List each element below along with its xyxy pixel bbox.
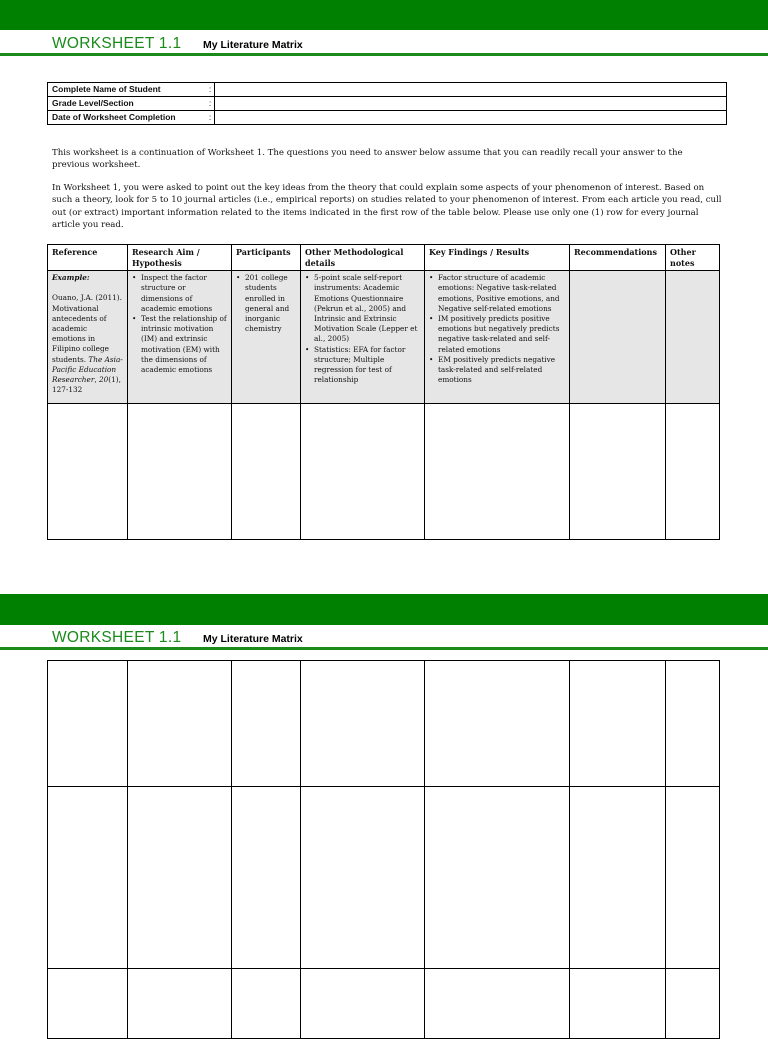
journal-issue-pages: (1), 127-132 <box>52 375 121 395</box>
entry-cell[interactable] <box>425 787 570 969</box>
aim-item: • Inspect the factor structure or dimensions of academic emotions <box>132 273 227 314</box>
journal-volume: 20 <box>98 375 109 385</box>
worksheet-title: WORKSHEET 1.1 <box>52 35 182 52</box>
entry-cell[interactable] <box>128 661 232 787</box>
worksheet-title: WORKSHEET 1.1 <box>52 629 182 646</box>
info-label: Date of Worksheet Completion <box>48 111 207 125</box>
worksheet-subtitle: My Literature Matrix <box>203 39 303 51</box>
aim-item: • Test the relationship of intrinsic motivation (IM) and extrinsic motivation (EM) with the dimensions of academic emotions <box>132 314 227 375</box>
info-colon: : <box>206 97 215 111</box>
header-band <box>0 0 768 30</box>
method-item: • Statistics: EFA for factor structure; Multiple regression for test of relationship <box>305 345 420 386</box>
entry-cell[interactable] <box>128 787 232 969</box>
entry-cell[interactable] <box>570 661 666 787</box>
example-recommendations-cell <box>570 271 666 404</box>
info-label: Grade Level/Section <box>48 97 207 111</box>
literature-matrix-table <box>47 244 720 540</box>
worksheet-subtitle: My Literature Matrix <box>203 633 303 645</box>
column-header: Key Findings / Results <box>425 245 570 271</box>
entry-cell[interactable] <box>570 787 666 969</box>
student-info-table <box>47 82 727 125</box>
entry-cell[interactable] <box>48 661 128 787</box>
literature-matrix-table-continued <box>47 660 720 1039</box>
column-header: Other notes <box>666 245 720 271</box>
entry-cell[interactable] <box>232 787 301 969</box>
reference-text: Ouano, J.A. (2011). Motivational antecedents of academic emotions in Filipino college students. <box>52 293 122 364</box>
entry-cell[interactable] <box>301 787 425 969</box>
column-header: Recommendations <box>570 245 666 271</box>
entry-cell[interactable] <box>232 661 301 787</box>
example-reference-cell: Example: Ouano, J.A. (2011). Motivational antecedents of academic emotions in Filipino college students. The Asia-Pacific Education Researcher, 20(1), 127-132 <box>48 271 128 404</box>
entry-cell[interactable] <box>128 969 232 1039</box>
entry-row <box>48 661 720 787</box>
header-band <box>0 594 768 625</box>
entry-cell[interactable] <box>570 404 666 540</box>
info-colon: : <box>206 111 215 125</box>
entry-cell[interactable] <box>666 787 720 969</box>
entry-cell[interactable] <box>48 404 128 540</box>
header-rule <box>0 647 768 650</box>
column-header: Reference <box>48 245 128 271</box>
instructions-paragraph-1: This worksheet is a continuation of Worksheet 1. The questions you need to answer below assume that you can readily recall your answer to the previous worksheet. <box>52 148 683 171</box>
journal-name: The Asia-Pacific Education Researcher <box>52 354 123 385</box>
column-header: Participants <box>232 245 301 271</box>
entry-cell[interactable] <box>425 404 570 540</box>
entry-cell[interactable] <box>128 404 232 540</box>
info-row-name <box>48 83 727 97</box>
example-notes-cell <box>666 271 720 404</box>
finding-item: • EM positively predicts negative task-related and self-related emotions <box>429 355 565 386</box>
entry-cell[interactable] <box>666 969 720 1039</box>
instructions-paragraph-2: In Worksheet 1, you were asked to point out the key ideas from the theory that could explain some aspects of your phenomenon of interest. Based on such a theory, look for 5 to 10 journal articles (i.e., empirical reports) on studies related to your phenomenon of interest. From each article you read, cull out (or extract) important information related to the items indicated in the first row of the table below. Please use only one (1) row for every journal article you read. <box>52 183 722 231</box>
entry-cell[interactable] <box>301 404 425 540</box>
grade-section-field[interactable] <box>215 97 727 111</box>
entry-cell[interactable] <box>425 661 570 787</box>
method-item: • 5-point scale self-report instruments: Academic Emotions Questionnaire (Pekrun et al., 2005) and Intrinsic and Extrinsic Motivation Scale (Lepper et al., 2005) <box>305 273 420 344</box>
entry-cell[interactable] <box>301 969 425 1039</box>
completion-date-field[interactable] <box>215 111 727 125</box>
example-aim-cell <box>128 271 232 404</box>
column-header: Research Aim / Hypothesis <box>128 245 232 271</box>
finding-item: • Factor structure of academic emotions: Negative task-related emotions, Positive emotions, and Negative self-related emotions <box>429 273 565 314</box>
info-row-grade <box>48 97 727 111</box>
info-row-date <box>48 111 727 125</box>
student-name-field[interactable] <box>215 83 727 97</box>
info-label: Complete Name of Student <box>48 83 207 97</box>
entry-row <box>48 787 720 969</box>
info-colon: : <box>206 83 215 97</box>
entry-row <box>48 404 720 540</box>
entry-cell[interactable] <box>666 404 720 540</box>
entry-cell[interactable] <box>48 969 128 1039</box>
entry-cell[interactable] <box>232 404 301 540</box>
example-row <box>48 271 720 404</box>
example-findings-cell <box>425 271 570 404</box>
matrix-header-row <box>48 245 720 271</box>
participants-item: • 201 college students enrolled in general and inorganic chemistry <box>236 273 296 334</box>
entry-row <box>48 969 720 1039</box>
finding-item: • IM positively predicts positive emotions but negatively predicts negative task-related and self-related emotions <box>429 314 565 355</box>
entry-cell[interactable] <box>48 787 128 969</box>
example-label: Example: <box>52 273 90 283</box>
example-participants-cell <box>232 271 301 404</box>
column-header: Other Methodological details <box>301 245 425 271</box>
entry-cell[interactable] <box>232 969 301 1039</box>
entry-cell[interactable] <box>425 969 570 1039</box>
entry-cell[interactable] <box>570 969 666 1039</box>
example-methods-cell <box>301 271 425 404</box>
entry-cell[interactable] <box>301 661 425 787</box>
header-rule <box>0 53 768 56</box>
entry-cell[interactable] <box>666 661 720 787</box>
